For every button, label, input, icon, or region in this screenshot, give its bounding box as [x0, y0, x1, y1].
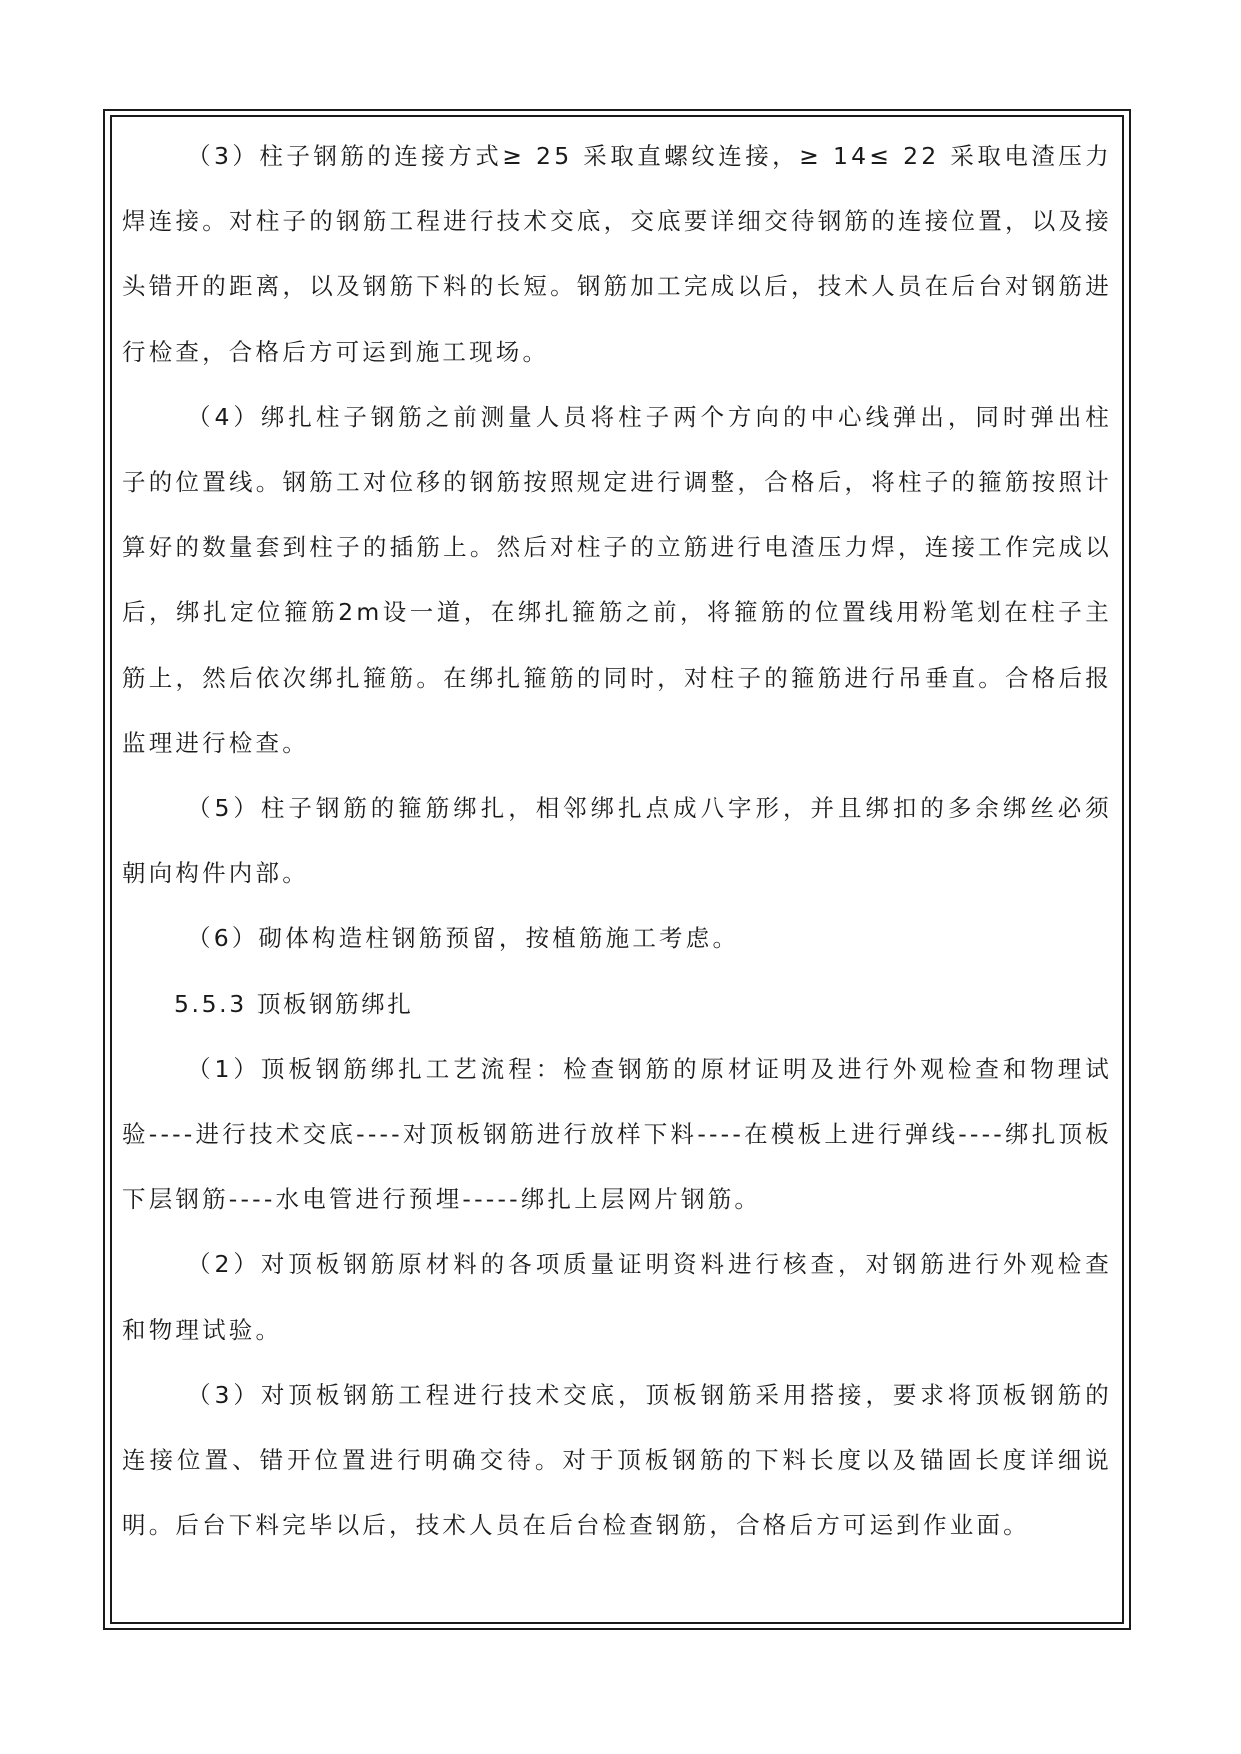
paragraph-slab-process-flow: （1）顶板钢筋绑扎工艺流程：检查钢筋的原材证明及进行外观检查和物理试验----进行技术交底----对顶板钢筋进行放样下料----在模板上进行弹线----绑扎顶板下层钢筋----水电管进行预埋-----绑扎上层网片钢筋。: [122, 1054, 1112, 1214]
paragraph-stirrup-binding: （5）柱子钢筋的箍筋绑扎，相邻绑扎点成八字形，并且绑扣的多余绑丝必须朝向构件内部。: [122, 794, 1112, 888]
paragraph-slab-technical-briefing: （3）对顶板钢筋工程进行技术交底，顶板钢筋采用搭接，要求将顶板钢筋的连接位置、错开位置进行明确交待。对于顶板钢筋的下料长度以及锚固长度详细说明。后台下料完毕以后，技术人员在后台检查钢筋，合格后方可运到作业面。: [122, 1380, 1112, 1540]
paragraph-slab-material-check: （2）对顶板钢筋原材料的各项质量证明资料进行核查，对钢筋进行外观检查和物理试验。: [122, 1250, 1112, 1344]
document-body: [122, 124, 1112, 1558]
paragraph-column-binding: （4）绑扎柱子钢筋之前测量人员将柱子两个方向的中心线弹出，同时弹出柱子的位置线。钢筋工对位移的钢筋按照规定进行调整，合格后，将柱子的箍筋按照计算好的数量套到柱子的插筋上。然后对柱子的立筋进行电渣压力焊，连接工作完成以后，绑扎定位箍筋2m设一道，在绑扎箍筋之前，将箍筋的位置线用粉笔划在柱子主筋上，然后依次绑扎箍筋。在绑扎箍筋的同时，对柱子的箍筋进行吊垂直。合格后报监理进行检查。: [122, 402, 1112, 757]
paragraph-column-connection: （3）柱子钢筋的连接方式≥ 25 采取直螺纹连接，≥ 14≤ 22 采取电渣压力焊连接。对柱子的钢筋工程进行技术交底，交底要详细交待钢筋的连接位置，以及接头错开的距离，以及钢筋下料的长短。钢筋加工完成以后，技术人员在后台对钢筋进行检查，合格后方可运到施工现场。: [122, 142, 1112, 366]
paragraph-masonry-column: （6）砌体构造柱钢筋预留，按植筋施工考虑。: [187, 924, 740, 953]
section-heading-roof-slab: 5.5.3 顶板钢筋绑扎: [174, 989, 414, 1018]
